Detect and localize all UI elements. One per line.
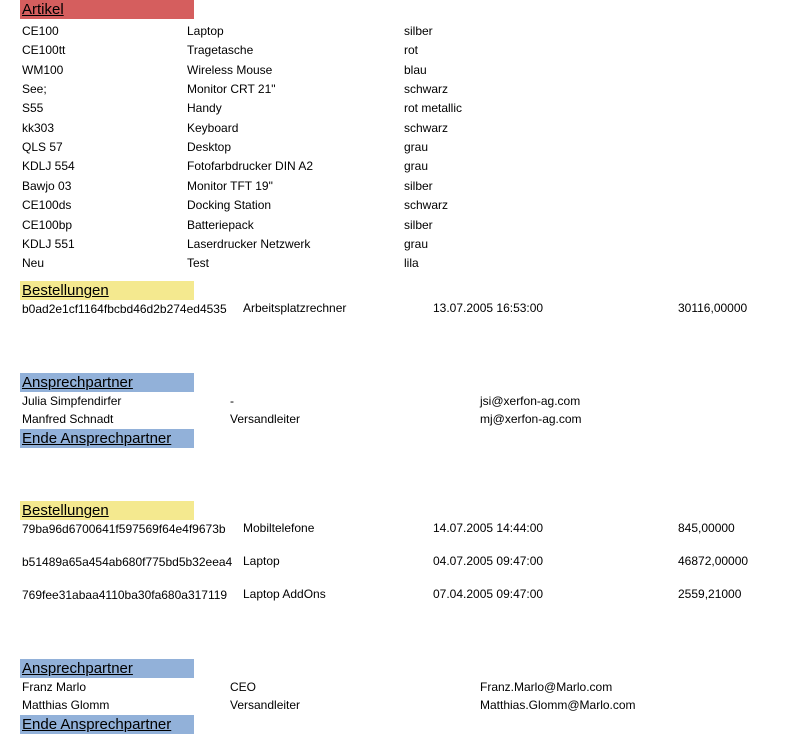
artikel-header: Artikel (20, 0, 194, 19)
ende-ansprechpartner-2: Ende Ansprechpartner (20, 715, 194, 734)
order-amount: 46872,00000 (678, 554, 749, 568)
table-row (0, 22, 799, 41)
table-row (0, 519, 799, 538)
artikel-color: blau (404, 62, 427, 77)
table-row (0, 196, 799, 215)
artikel-color: schwarz (404, 120, 449, 135)
artikel-name: Keyboard (187, 120, 239, 135)
table-row (0, 138, 799, 157)
contact-role: Versandleiter (230, 412, 301, 426)
artikel-id: KDLJ 554 (22, 159, 75, 174)
contact-role: Versandleiter (230, 698, 301, 712)
table-row (0, 299, 799, 318)
artikel-color: grau (404, 159, 429, 174)
artikel-color: silber (404, 24, 433, 38)
artikel-color: rot metallic (404, 101, 463, 116)
table-row (0, 678, 799, 697)
artikel-name: Wireless Mouse (187, 62, 273, 77)
contact-name: Julia Simpfendirfer (22, 394, 122, 408)
order-id: b0ad2e1cf1164fbcbd46d2b274ed4535 (22, 302, 227, 316)
artikel-id: S55 (22, 101, 44, 116)
table-row (0, 254, 799, 273)
artikel-name: Fotofarbdrucker DIN A2 (187, 159, 314, 174)
artikel-color: grau (404, 236, 429, 251)
artikel-name: Test (187, 256, 210, 271)
order-product: Laptop (243, 554, 280, 568)
order-product: Mobiltelefone (243, 521, 315, 535)
contact-name: Manfred Schnadt (22, 412, 114, 426)
artikel-color: rot (404, 43, 419, 58)
order-amount: 30116,00000 (678, 301, 748, 315)
contact-email: Matthias.Glomm@Marlo.com (480, 698, 636, 712)
ende-ansprechpartner-1: Ende Ansprechpartner (20, 429, 194, 448)
order-product: Laptop AddOns (243, 587, 326, 601)
artikel-name: Batteriepack (187, 217, 254, 232)
artikel-id: CE100bp (22, 217, 73, 232)
table-row (0, 99, 799, 118)
artikel-id: KDLJ 551 (22, 236, 75, 251)
artikel-id: CE100tt (22, 43, 66, 58)
contact-email: mj@xerfon-ag.com (480, 412, 582, 426)
table-row (0, 41, 799, 60)
order-id: 769fee31abaa4110ba30fa680a317119 (22, 588, 228, 602)
order-date: 07.04.2005 09:47:00 (433, 587, 544, 601)
artikel-color: schwarz (404, 82, 449, 97)
contact-email: Franz.Marlo@Marlo.com (480, 680, 613, 694)
artikel-name: Docking Station (187, 198, 272, 213)
artikel-color: grau (404, 140, 429, 155)
artikel-color: silber (404, 178, 433, 193)
artikel-id: CE100 (22, 24, 59, 38)
ansprechpartner-header-1: Ansprechpartner (20, 373, 194, 392)
table-row (0, 157, 799, 176)
artikel-id: See; (22, 82, 47, 97)
ansprechpartner-header-2: Ansprechpartner (20, 659, 194, 678)
order-date: 04.07.2005 09:47:00 (433, 554, 544, 568)
artikel-id: QLS 57 (22, 140, 63, 155)
artikel-name: Desktop (187, 140, 232, 155)
artikel-id: kk303 (22, 120, 55, 135)
table-row (0, 61, 799, 80)
table-row (0, 410, 799, 429)
artikel-name: Handy (187, 101, 222, 116)
table-row (0, 696, 799, 715)
table-row (0, 585, 799, 604)
order-amount: 2559,21000 (678, 587, 742, 601)
artikel-color: schwarz (404, 198, 449, 213)
table-row (0, 177, 799, 196)
artikel-id: Neu (22, 256, 45, 271)
artikel-name: Tragetasche (187, 43, 254, 58)
contact-email: jsi@xerfon-ag.com (480, 394, 581, 408)
contact-role: CEO (230, 680, 257, 694)
artikel-color: silber (404, 217, 433, 232)
order-product: Arbeitsplatzrechner (243, 301, 347, 315)
bestellungen-header-2: Bestellungen (20, 501, 194, 520)
artikel-id: Bawjo 03 (22, 178, 72, 193)
order-amount: 845,00000 (678, 521, 735, 535)
order-date: 13.07.2005 16:53:00 (433, 301, 544, 315)
table-row (0, 216, 799, 235)
table-row (0, 392, 799, 411)
contact-role: - (230, 394, 234, 408)
artikel-name: Monitor CRT 21" (187, 82, 276, 97)
table-row (0, 235, 799, 254)
artikel-name: Laserdrucker Netzwerk (187, 236, 311, 251)
contact-name: Matthias Glomm (22, 698, 110, 712)
artikel-name: Laptop (187, 24, 224, 38)
bestellungen-header-1: Bestellungen (20, 281, 194, 300)
order-id: 79ba96d6700641f597569f64e4f9673b (22, 522, 226, 536)
artikel-name: Monitor TFT 19" (187, 178, 273, 193)
artikel-id: WM100 (22, 62, 64, 77)
table-row (0, 80, 799, 99)
order-date: 14.07.2005 14:44:00 (433, 521, 544, 535)
contact-name: Franz Marlo (22, 680, 87, 694)
table-row (0, 119, 799, 138)
table-row (0, 552, 799, 571)
order-id: b51489a65a454ab680f775bd5b32eea4 (22, 555, 233, 569)
artikel-id: CE100ds (22, 198, 72, 213)
artikel-color: lila (404, 256, 419, 271)
